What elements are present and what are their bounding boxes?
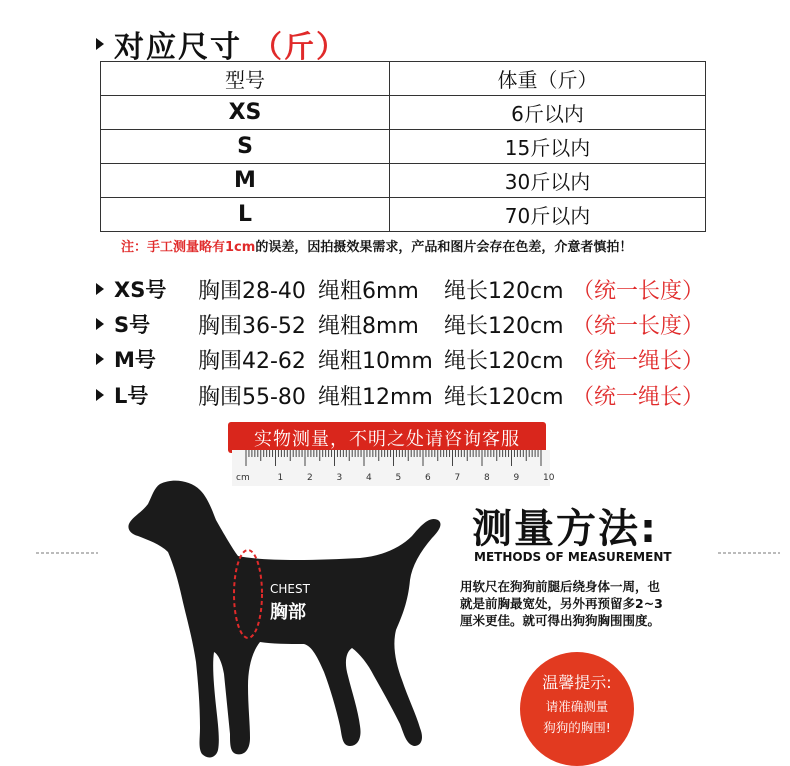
section-title bbox=[96, 22, 348, 66]
method-subtitle: METHODS OF MEASUREMENT bbox=[474, 550, 672, 564]
spec-chest: 胸围55-80 bbox=[198, 384, 306, 410]
chest-label-cn: 胸部 bbox=[270, 602, 306, 623]
table-header-row bbox=[101, 62, 706, 96]
ruler-tick-label: 4 bbox=[366, 473, 372, 483]
ruler-tick-label: 2 bbox=[307, 473, 313, 483]
weight-cell: 6斤以内 bbox=[390, 96, 706, 130]
spec-size bbox=[96, 380, 198, 410]
spec-chest: 胸围36-52 bbox=[198, 313, 306, 339]
ruler-tick-label: 7 bbox=[454, 473, 461, 483]
spec-size-label: M号 bbox=[114, 348, 156, 372]
size-cell: L bbox=[101, 198, 390, 232]
ruler-tick-label: 10 bbox=[543, 473, 555, 483]
table-row bbox=[101, 130, 706, 164]
ruler-tick-label: 8 bbox=[484, 473, 490, 483]
triangle-bullet-icon bbox=[96, 389, 104, 401]
spec-row bbox=[96, 343, 704, 375]
title-unit: （斤） bbox=[252, 30, 348, 65]
weight-cell: 15斤以内 bbox=[390, 130, 706, 164]
measurement-note bbox=[121, 236, 632, 255]
spec-note: （统一绳长） bbox=[572, 384, 705, 410]
table-row bbox=[101, 96, 706, 130]
spec-row bbox=[96, 273, 704, 305]
tip-badge bbox=[520, 652, 634, 766]
spec-size-label: XS号 bbox=[114, 278, 167, 302]
ruler-tick-label: 3 bbox=[336, 473, 343, 483]
spec-size bbox=[96, 309, 198, 339]
triangle-bullet-icon bbox=[96, 38, 104, 50]
size-cell: S bbox=[101, 130, 390, 164]
spec-size bbox=[96, 344, 198, 374]
spec-rope: 绳粗8mm bbox=[318, 313, 419, 339]
chest-label-en: CHEST bbox=[270, 582, 310, 596]
ruler-tick-label: 6 bbox=[425, 473, 431, 483]
right-dash-decoration bbox=[718, 552, 780, 554]
header-size: 型号 bbox=[101, 62, 390, 96]
spec-row bbox=[96, 379, 704, 411]
method-description: 用软尺在狗狗前腿后绕身体一周，也就是前胸最宽处，另外再预留多2~3厘米更佳。就可得出狗狗胸围围度。 bbox=[460, 579, 663, 628]
note-suffix: 的误差，因拍摄效果需求，产品和图片会存在色差，介意者慎拍！ bbox=[255, 240, 633, 255]
spec-row bbox=[96, 308, 704, 340]
method-title: 测量方法: bbox=[472, 506, 658, 552]
spec-rope: 绳粗6mm bbox=[318, 278, 419, 304]
size-table bbox=[100, 61, 706, 232]
spec-chest: 胸围28-40 bbox=[198, 278, 306, 304]
weight-cell: 30斤以内 bbox=[390, 164, 706, 198]
spec-note: （统一长度） bbox=[572, 278, 705, 304]
header-weight: 体重（斤） bbox=[390, 62, 706, 96]
size-cell: M bbox=[101, 164, 390, 198]
ruler-tick-label: 9 bbox=[513, 473, 520, 483]
spec-size-label: L号 bbox=[114, 384, 149, 408]
note-prefix: 注：手工测量略有 bbox=[121, 240, 226, 255]
spec-chest: 胸围42-62 bbox=[198, 348, 306, 374]
ruler-tick-label: 5 bbox=[395, 473, 402, 483]
title-text: 对应尺寸 bbox=[114, 30, 242, 65]
spec-size bbox=[96, 274, 198, 304]
spec-length: 绳长120cm bbox=[444, 384, 564, 410]
weight-cell: 70斤以内 bbox=[390, 198, 706, 232]
tip-line-1: 请准确测量 bbox=[545, 699, 609, 714]
spec-length: 绳长120cm bbox=[444, 313, 564, 339]
left-dash-decoration bbox=[36, 552, 98, 554]
spec-note: （统一绳长） bbox=[572, 348, 705, 374]
tip-title: 温馨提示: bbox=[542, 673, 612, 692]
triangle-bullet-icon bbox=[96, 283, 104, 295]
ruler-tick-label: 1 bbox=[277, 473, 284, 483]
table-row bbox=[101, 198, 706, 232]
size-cell: XS bbox=[101, 96, 390, 130]
triangle-bullet-icon bbox=[96, 318, 104, 330]
spec-size-label: S号 bbox=[114, 313, 151, 337]
spec-rope: 绳粗12mm bbox=[318, 384, 433, 410]
table-row bbox=[101, 164, 706, 198]
note-highlight: 1cm bbox=[225, 240, 256, 255]
tip-line-2: 狗狗的胸围! bbox=[543, 720, 611, 735]
spec-length: 绳长120cm bbox=[444, 278, 564, 304]
ruler-unit-label: cm bbox=[236, 473, 250, 483]
spec-note: （统一长度） bbox=[572, 313, 705, 339]
spec-length: 绳长120cm bbox=[444, 348, 564, 374]
spec-rope: 绳粗10mm bbox=[318, 348, 433, 374]
measure-banner: 实物测量，不明之处请咨询客服 bbox=[228, 422, 546, 453]
triangle-bullet-icon bbox=[96, 353, 104, 365]
